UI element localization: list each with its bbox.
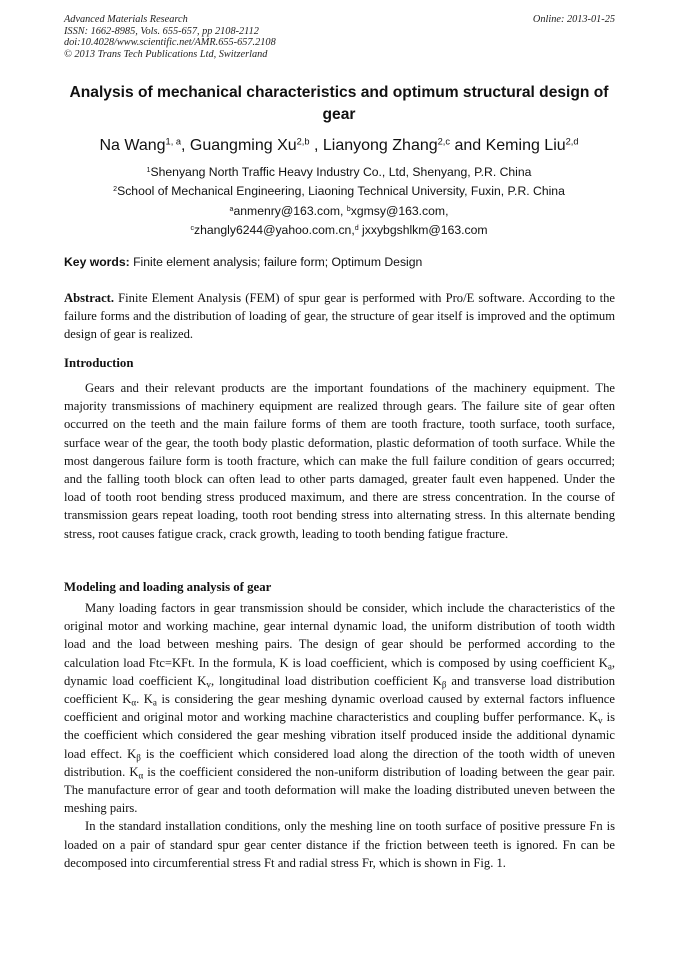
- author-separator: ,: [309, 137, 323, 154]
- keywords: [64, 253, 616, 271]
- affiliation-text: Shenyang North Traffic Heavy Industry Co., Ltd, Shenyang, P.R. China: [150, 165, 532, 179]
- subscript: α: [131, 697, 137, 708]
- author-name: Guangming Xu: [189, 137, 297, 154]
- modeling-paragraph-2: In the standard installation conditions, only the meshing line on tooth surface of positive pressure Fn is loaded on a pair of standard spur gear center distance if the friction between teeth is ignored. Fn can be decomposed into circumferential stress Ft and radial stress Fr, which is shown in Fig. 1.: [64, 819, 615, 870]
- text-run: is the coefficient considered the non-uniform distribution of loading between the gear pair. The manufacture error of gear and tooth deformation will make the loading distributed uneven between the meshing pairs.: [64, 764, 615, 816]
- author-name: Lianyong Zhang: [322, 137, 438, 154]
- online-date: Online: 2013-01-25: [532, 14, 615, 25]
- email-text: anmenry@163.com,: [233, 203, 347, 218]
- email-text: jxxybgshlkm@163.com: [358, 223, 488, 238]
- journal-header: [64, 14, 615, 60]
- modeling-heading: Modeling and loading analysis of gear: [64, 580, 272, 594]
- keywords-text: Finite element analysis; failure form; Optimum Design: [129, 255, 423, 269]
- text-run: and transverse load distribution coefficient K: [64, 673, 615, 707]
- email-sup: a: [229, 205, 234, 213]
- affiliations: [40, 163, 638, 241]
- author-sup: 2,b: [296, 136, 310, 147]
- author-sup: 1, a: [165, 136, 182, 147]
- keywords-label: Key words:: [64, 255, 130, 269]
- author-separator: and: [450, 137, 486, 154]
- subscript: a: [152, 697, 157, 708]
- email-sup: d: [354, 224, 359, 232]
- author-sup: 2,c: [437, 136, 451, 147]
- text-run: , longitudinal load distribution coefficient K: [210, 673, 442, 688]
- author-name: Keming Liu: [485, 137, 566, 154]
- text-run: Many loading factors in gear transmission should be consider, which include the characteristics of the original motor and working machine, gear internal dynamic load, the uniform distribution of tooth width load and the load between meshing pairs. The design of gear should be performed according to the calculation load Ftc=KFt. In the formula, K is load coefficient, which is composed by using coefficient K: [64, 601, 615, 670]
- text-run: is considering the gear meshing dynamic overload caused by external factors influence coefficient and original motor and working machine characteristics and coupling buffer performance. K: [64, 692, 615, 725]
- subscript: v: [206, 679, 211, 690]
- affiliation-1: [40, 163, 638, 182]
- doi-line: doi:10.4028/www.scientific.net/AMR.655-657.2108: [64, 37, 276, 49]
- abstract-label: Abstract.: [64, 291, 115, 305]
- email-line-2: [40, 221, 638, 240]
- subscript: β: [136, 752, 141, 763]
- email-sup: b: [346, 205, 351, 213]
- email-text: xgmsy@163.com,: [350, 203, 449, 218]
- modeling-section: [64, 578, 615, 872]
- email-sup: c: [190, 224, 194, 232]
- text-run: is the coefficient which considered load along the direction of the tooth width of uneven distribution. K: [64, 746, 615, 779]
- affiliation-text: School of Mechanical Engineering, Liaoning Technical University, Fuxin, P.R. China: [117, 184, 565, 199]
- journal-name: Advanced Materials Research: [64, 14, 188, 25]
- text-run: is the coefficient which considered the gear meshing vibration itself produced inside the additional dynamic load effect. K: [64, 710, 615, 761]
- subscript: a: [607, 661, 612, 672]
- paper-title: Analysis of mechanical characteristics and optimum structural design of gear: [69, 84, 609, 123]
- introduction-heading: Introduction: [64, 356, 134, 370]
- text-run: . K: [136, 692, 153, 707]
- copyright-line: © 2013 Trans Tech Publications Ltd, Switzerland: [64, 48, 268, 60]
- email-line-1: [40, 202, 638, 221]
- subscript: β: [441, 679, 447, 690]
- text-run: , dynamic load coefficient K: [64, 655, 615, 688]
- author-name: Na Wang: [99, 137, 166, 154]
- affiliation-sup: 2: [113, 186, 118, 194]
- subscript: α: [138, 770, 144, 781]
- email-text: zhangly6244@yahoo.com.cn,: [193, 223, 355, 238]
- subscript: v: [597, 715, 603, 726]
- introduction-section: [64, 354, 615, 543]
- affiliation-sup: 1: [146, 166, 151, 174]
- modeling-paragraph-1: [64, 599, 615, 817]
- abstract-text: Finite Element Analysis (FEM) of spur gear is performed with Pro/E software. According to the failure forms and the distribution of loading of gear, the structure of gear itself is improved and the optimum design of gear is realized.: [64, 291, 615, 342]
- issn-line: ISSN: 1662-8985, Vols. 655-657, pp 2108-2112: [64, 25, 259, 37]
- author-list: [40, 136, 638, 156]
- introduction-paragraph: Gears and their relevant products are the important foundations of the machinery equipment. The majority transmissions of machinery equipment are realized through gears. The failure site of gear often occurred on the teeth and the main failure forms of them are tooth fracture, tooth surface, tooth surface, surface wear of the gear, the tooth body plastic deformation, plastic deformation of tooth surface. While the most dangerous failure form is tooth fracture, which can make the full failure condition of gears occurred; and the falling tooth block can often lead to other parts damaged, greater fault even happened. Under the load of tooth root bending stress produced maximum, and there are stress concentration. In the course of transmission gears repeat loading, tooth root bending stress into alternating stress. In this alternate bending stress, root causes fatigue crack, crack growth, leading to tooth bending fatigue fracture.: [64, 381, 615, 541]
- affiliation-2: [40, 182, 638, 201]
- author-sup: 2,d: [565, 136, 579, 147]
- author-separator: ,: [181, 137, 190, 154]
- abstract: [64, 289, 615, 344]
